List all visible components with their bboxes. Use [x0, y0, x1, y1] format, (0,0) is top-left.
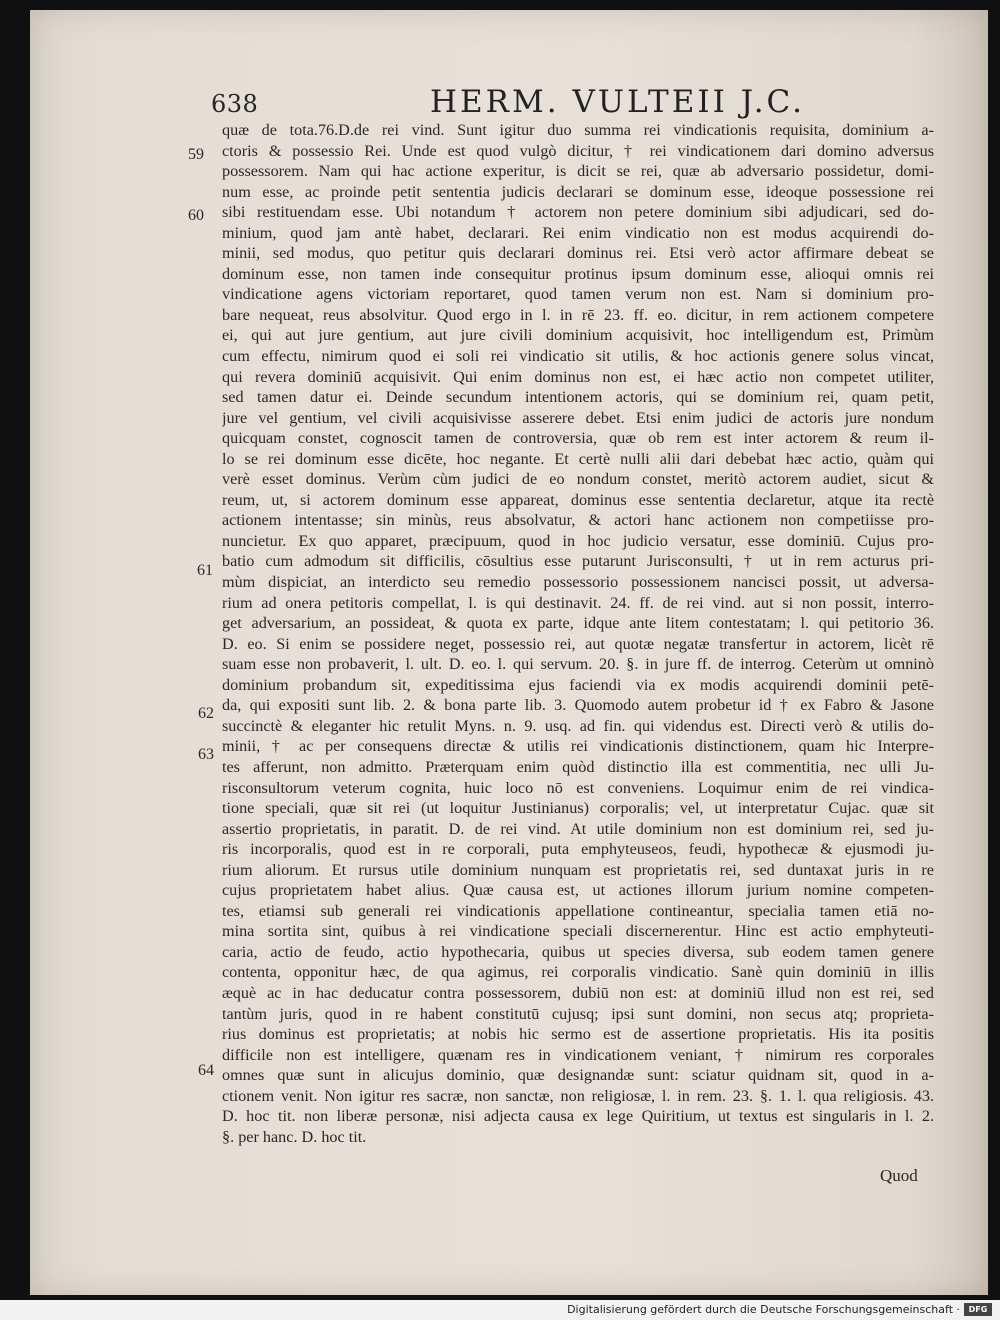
text-line: succinctè & eleganter hic retulit Myns. n. 9. usq. ad fin. qui videndus est. Directi verò & utilis do-: [222, 716, 934, 735]
text-line: nuncietur. Ex quo apparet, præcipuum, quod in hoc judicio versatur, esse dominiū. Cujus pro-: [222, 531, 934, 550]
text-line: tione speciali, quæ sit rei (ut loquitur Justinianus) corporalis; vel, ut interpretatur Cujac. quæ sit: [222, 799, 934, 818]
text-line: risconsultorum veterum cognita, huic loco nō est conveniens. Loquimur enim de rei vindica-: [222, 778, 934, 797]
text-line: cum effectu, nimirum quod ei soli rei vindicatio sit utilis, & hoc actionis genere solus vincat,: [222, 347, 934, 366]
text-line: dominum esse, non tamen inde consequitur protinus ipsum dominum esse, alioqui omnis rei: [222, 264, 934, 283]
footer-credit: Digitalisierung gefördert durch die Deutsche Forschungsgemeinschaft ·: [567, 1303, 960, 1316]
text-line: caria, actio de feudo, actio hypothecaria, quibus ut species diversa, sub eodem tamen genere: [222, 942, 934, 961]
text-line: mùm dispiciat, an interdicto seu remedio possessorio possessionem nancisci possit, ut adversa-: [222, 573, 934, 592]
text-line: ctoris & possessio Rei. Unde est quod vulgò dicitur, † rei vindicationem dari domino adversus: [222, 141, 934, 160]
margin-number: 59: [188, 146, 204, 163]
text-line: vindicatione agens victoriam reportaret, quod tamen verum non est. Nam si dominium pro-: [222, 285, 934, 304]
text-line: sibi restituendam esse. Ubi notandum † actorem non petere dominium sibi adjudicari, sed do-: [222, 203, 934, 222]
text-line: reum, ut, si actorem dominum esse appareat, dominus esse sententia declaretur, atque ita rectè: [222, 490, 934, 509]
margin-number: 60: [188, 207, 204, 224]
text-line: D. hoc tit. non liberæ personæ, nisi adjecta causa ex lege Quiritium, ut textus est singularis in l. 2.: [222, 1107, 934, 1126]
text-line: tantùm juris, quod in re habent constitutū cujusq; ipsi sunt domini, non secus atq; proprieta-: [222, 1004, 934, 1023]
text-line: omnes quæ sunt in alicujus dominio, quæ designandæ sunt: sciatur quidnam sit, quod in a-: [222, 1066, 934, 1085]
text-line: ctionem venit. Non igitur res sacræ, non sanctæ, non religiosæ, l. in rem. 23. §. 1. l. qua religiosis. 43.: [222, 1086, 934, 1105]
running-head: HERM. VULTEII J.C.: [430, 84, 806, 120]
text-line: minii, † ac per consequens directæ & utilis rei vindicationis distinctionem, quam hic Interpre-: [222, 737, 934, 756]
text-line: jure vel gentium, vel civili acquisivisse asserere debet. Etsi enim judici de actoris jure nondum: [222, 408, 934, 427]
text-line: §. per hanc. D. hoc tit.: [222, 1127, 367, 1146]
text-line: minii, sed modus, quo petitur quis declarari dominus rei. Etsi verò actor affirmare debeat se: [222, 244, 934, 263]
margin-number: 63: [198, 746, 214, 763]
margin-number: 62: [198, 705, 214, 722]
text-line: D. eo. Si enim se possidere neget, possessio rei, aut quotæ negatæ transfertur in actorem, licèt rē: [222, 634, 934, 653]
text-line: suam esse non probaverit, l. ult. D. eo. l. qui servum. 20. §. in jure ff. de interrog. Ceterùm ut omninò: [222, 655, 934, 674]
text-line: ris incorporalis, quod est in re corporali, puta emphyteuseos, feudi, hypothecæ & ejusmodi ju-: [222, 840, 934, 859]
text-line: rium aliorum. Et rursus utile dominium nunquam est proprietatis rei, sed duntaxat juris in re: [222, 860, 934, 879]
text-line: quæ de tota.76.D.de rei vind. Sunt igitur duo summa rei vindicationis requisita, dominium a-: [222, 121, 934, 139]
text-line: contenta, opponitur hæc, de qua agimus, rei corporalis vindicatio. Sanè quin dominiū in illis: [222, 963, 934, 982]
text-line: mina sortita sint, quibus à rei vindicatione speciali discernerentur. Hinc est actio emphyteuti-: [222, 922, 934, 941]
text-line: batio cum admodum sit difficilis, cōsultius esse putarunt Jurisconsulti, † ut in rem acturus pri-: [222, 552, 934, 571]
text-line: cujus proprietatem habet alius. Quæ causa est, ut actiones illorum jurium nomine competen-: [222, 881, 934, 900]
catchword: Quod: [880, 1166, 918, 1185]
text-line: get adversarium, an possideat, & quota ex parte, idque ante litem contestatam; l. qui petitorio 36.: [222, 614, 934, 633]
text-line: difficile non est intelligere, quænam res in vindicationem veniant, † nimirum res corporales: [222, 1045, 934, 1064]
text-line: rius dominus est proprietatis; at nobis hic sermo est de assertione proprietatis. His ita positis: [222, 1025, 934, 1044]
text-line: æquè ac in hac deducatur contra possessorem, dubiū non est: at dominiū illud non est rei, sed: [222, 983, 934, 1002]
text-line: actionem intentasse; sin minùs, reus absolvatur, & actori hanc actionem non competiisse pro-: [222, 511, 934, 530]
text-line: minium, quod jam antè habet, declarari. Rei enim vindicatio non est modus acquirendi do-: [222, 223, 934, 242]
text-line: da, qui expositi sunt lib. 2. & bona parte lib. 3. Quomodo autem probetur id † ex Fabro & Jasone: [222, 696, 934, 715]
margin-number: 61: [197, 562, 213, 579]
text-line: dominium probandum sit, expeditissima ejus faciendi via ex modis acquirendi dominii petē-: [222, 675, 934, 694]
text-line: num esse, ac proinde petit sententia judicis declarari se dominum esse, ideoque possessione rei: [222, 182, 934, 201]
text-line: bare nequeat, reus absolvitur. Quod ergo in l. in rē 23. ff. eo. dicitur, in rem actionem competere: [222, 305, 934, 324]
text-line: tes, etiamsi sub generali rei vindicationis appellatione contineantur, specialia tamen etiā no-: [222, 901, 934, 920]
page-number: 638: [211, 90, 259, 118]
margin-number: 64: [198, 1062, 214, 1079]
text-line: assertio proprietatis, in paratit. D. de rei vind. At utile dominium non est dominium rei, sed ju-: [222, 819, 934, 838]
text-line: quicquam constet, cognoscit tamen de controversia, quæ ob rem est inter actorem & reum il-: [222, 429, 934, 448]
body-text: [222, 120, 934, 1147]
text-line: lo se rei dominum esse dicēte, hoc negante. Et certè nulli alii dari debebat hæc actio, quàm qui: [222, 449, 934, 468]
dfg-logo-icon: DFG: [964, 1303, 992, 1316]
text-line: qui revera dominiū acquisivit. Qui enim dominus non est, ei hæc actio non competet utiliter,: [222, 367, 934, 386]
text-line: possessorem. Nam qui hac actione experitur, is dicit se rei, quæ ab adversario possidetur, domi-: [222, 162, 934, 181]
text-line: rium ad onera petitoris compellat, l. is qui destinavit. 24. ff. de rei vind. aut si non possit, interro-: [222, 593, 934, 612]
text-line: verè esset dominus. Verùm cùm judici de eo nondum constet, meritò actorem audiet, sicut &: [222, 470, 934, 489]
text-line: tes afferunt, non admitto. Præterquam enim quòd distinctio illa est commentitia, nec ulli Ju-: [222, 757, 934, 776]
text-line: sed tamen datur ei. Deinde secundum intentionem actoris, qui se dominium rei, quam petit,: [222, 388, 934, 407]
footer-bar: [0, 1300, 1000, 1320]
text-line: ei, qui aut jure gentium, aut jure civili dominium acquisivit, hoc intelligendum est, Primùm: [222, 326, 934, 345]
